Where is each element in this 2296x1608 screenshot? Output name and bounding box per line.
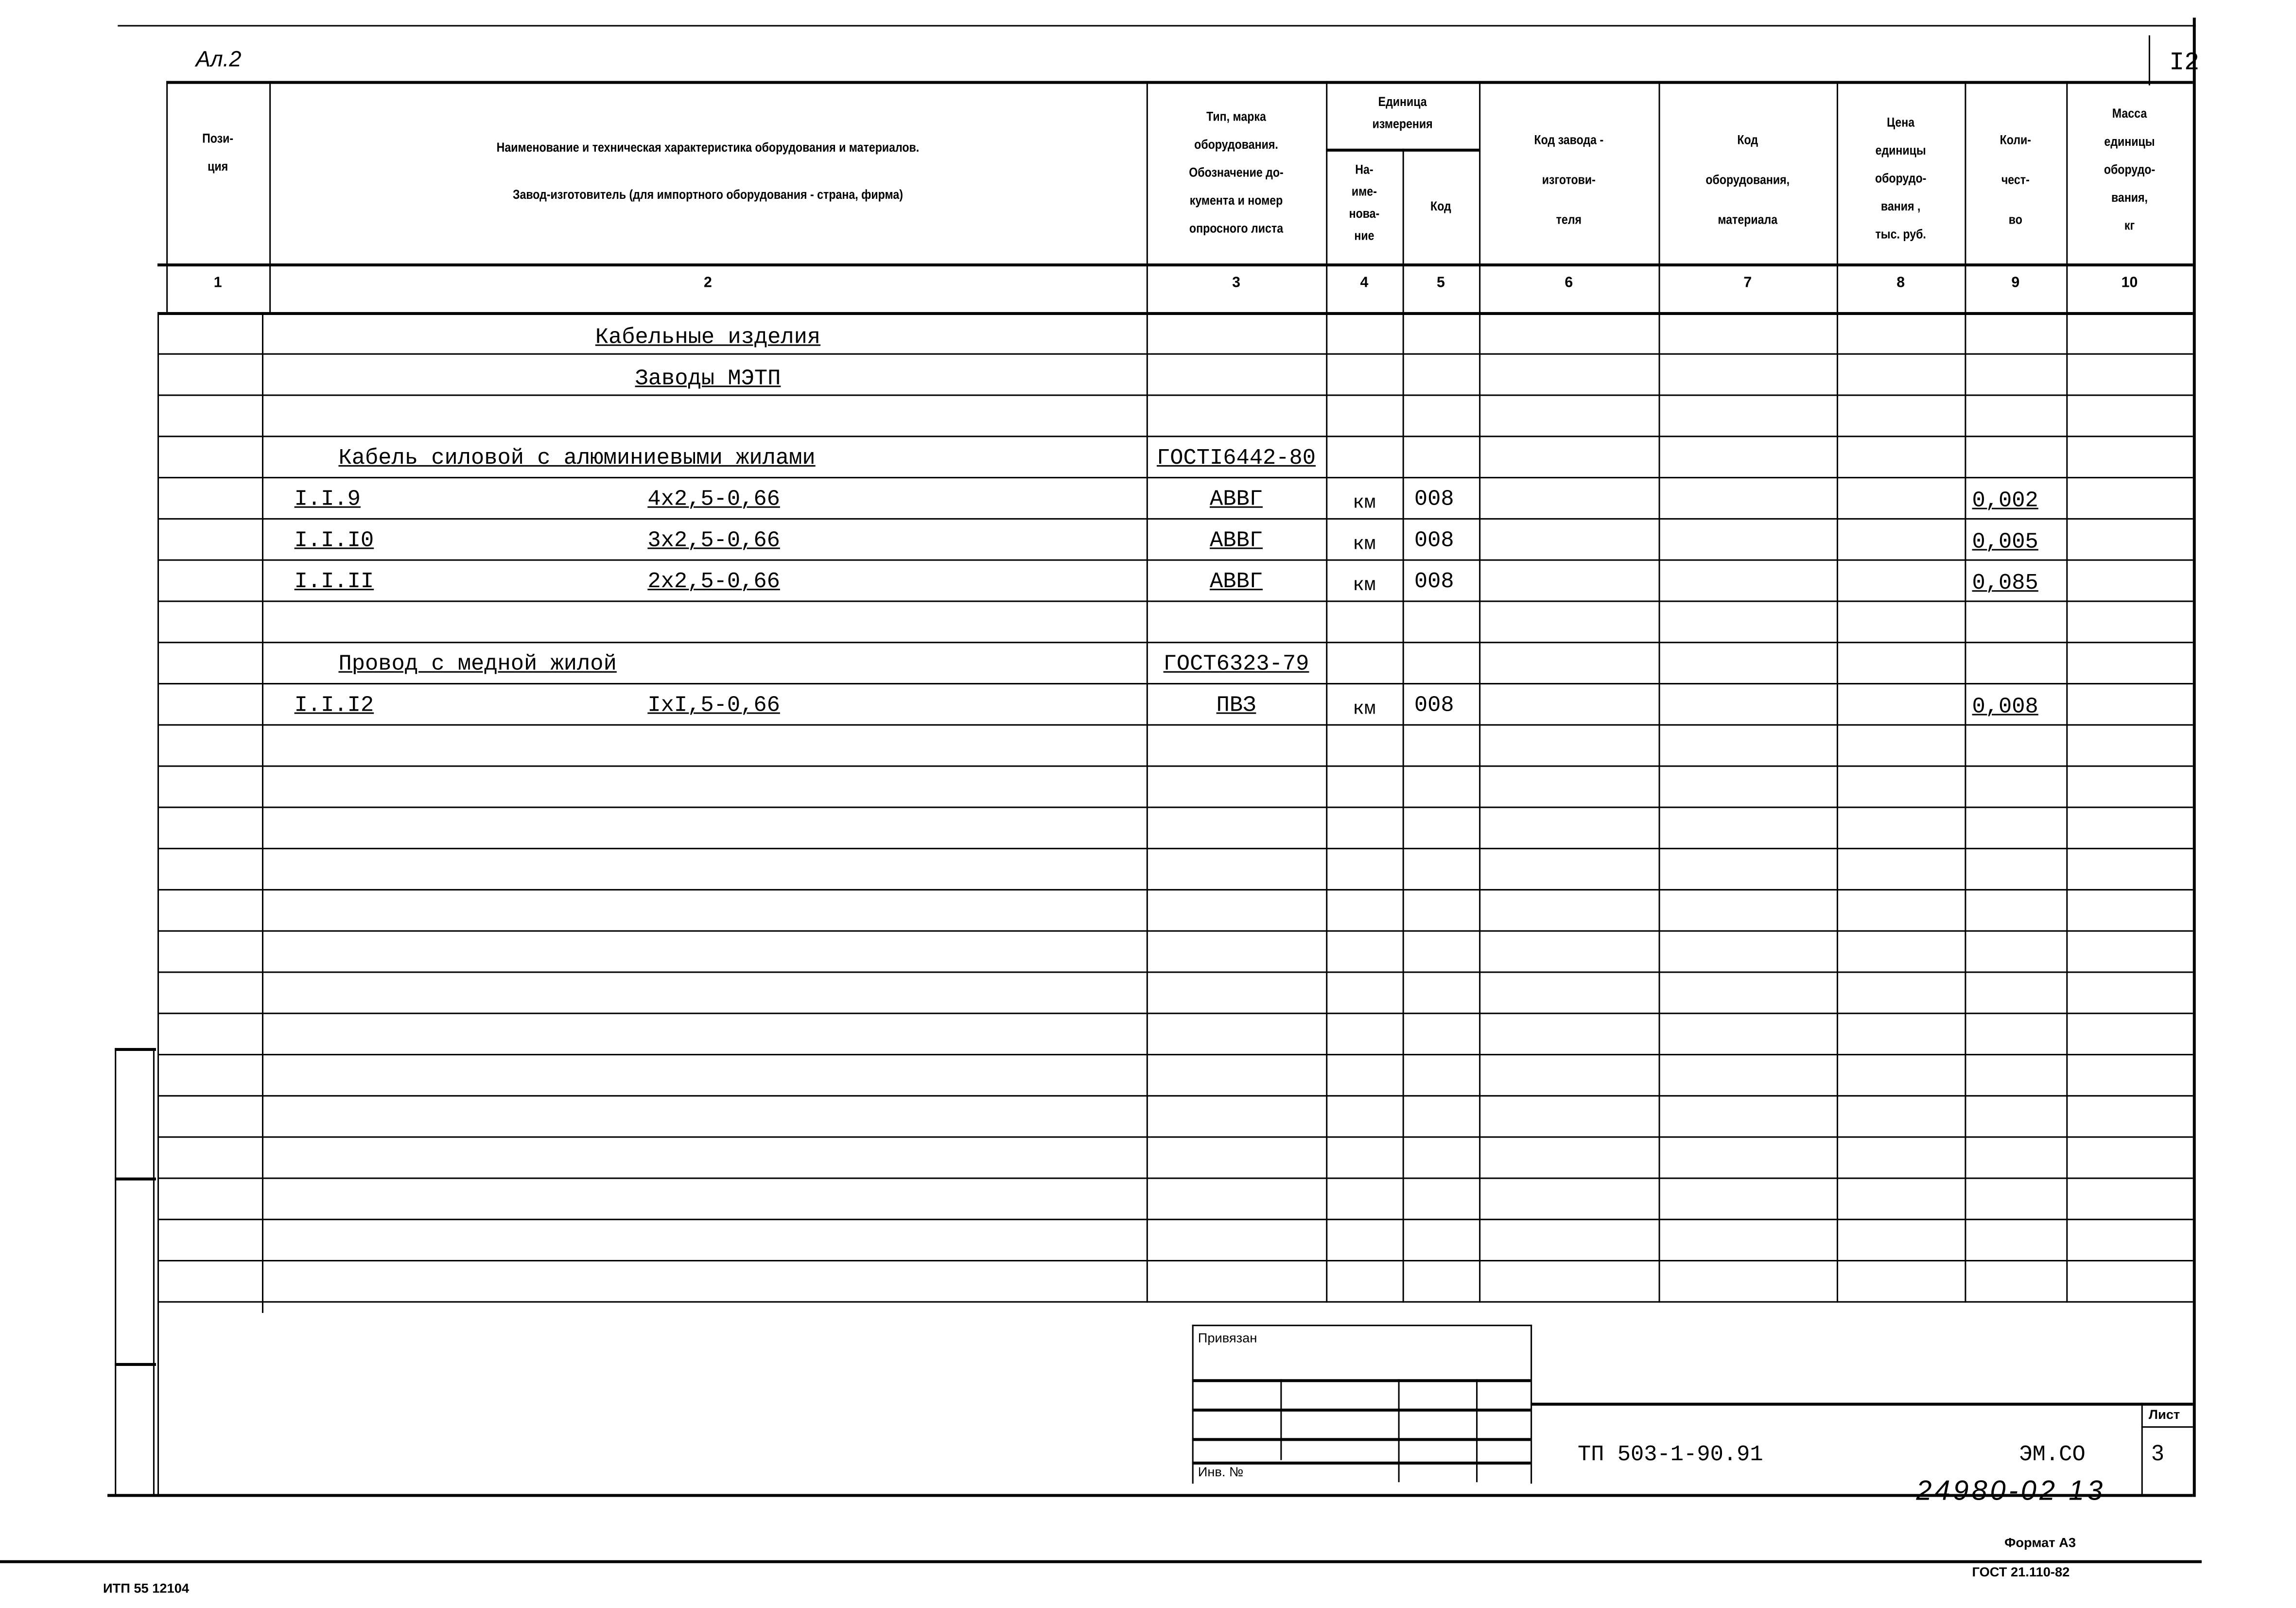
corner-divider	[2149, 35, 2150, 86]
row-line	[157, 1260, 2193, 1261]
row-line	[157, 477, 2193, 478]
format-label: Формат А3	[2004, 1535, 2076, 1550]
column-line	[1479, 81, 1480, 1303]
archive-number: ИТП 55 12104	[103, 1581, 190, 1596]
binding-strip	[115, 1363, 156, 1366]
row-line	[157, 971, 2193, 973]
row-line	[157, 1013, 2193, 1014]
column-number: 10	[2121, 275, 2138, 292]
item-position: I.I.I0	[294, 528, 374, 554]
item-unit: км	[1353, 533, 1376, 555]
inventory-label: Инв. №	[1198, 1464, 1244, 1480]
row-line	[157, 1054, 2193, 1055]
binding-strip	[115, 1048, 116, 1497]
column-number: 7	[1743, 275, 1752, 292]
binding-strip	[153, 1048, 155, 1497]
row-line	[157, 353, 2193, 355]
item-type: АВВГ	[1209, 569, 1263, 595]
item-type: ГОСТ6323-79	[1163, 652, 1309, 677]
stamp-line	[1192, 1379, 1531, 1382]
row-line	[157, 1301, 2193, 1303]
item-unit-code: 008	[1414, 569, 1454, 595]
item-quantity: 0,008	[1972, 695, 2038, 720]
standard-label: ГОСТ 21.110-82	[1972, 1564, 2070, 1580]
item-type: ПВЗ	[1216, 693, 1256, 718]
row-line	[157, 518, 2193, 520]
header-type: Тип, марка оборудования. Обозначение до- кумента и номер опросного листа	[1189, 109, 1284, 236]
left-border	[157, 312, 159, 1497]
bound-label: Привязан	[1198, 1330, 1257, 1346]
binding-strip	[115, 1177, 156, 1180]
row-line	[157, 766, 2193, 767]
stamp-col	[1280, 1379, 1282, 1460]
item-group-name: Кабель силовой с алюминиевыми жилами	[338, 446, 816, 471]
item-spec: 2x2,5-0,66	[647, 569, 780, 595]
item-unit-code: 008	[1414, 693, 1454, 718]
header-unit-name: На- име- нова- ние	[1349, 162, 1380, 243]
sheet-label: Ал.2	[195, 47, 242, 72]
section-heading: Заводы МЭТП	[635, 366, 781, 392]
item-group-name: Провод с медной жилой	[338, 652, 617, 677]
numbers-bottom-line	[157, 312, 2193, 315]
header-position: Пози- ция	[202, 131, 234, 174]
row-line	[157, 642, 2193, 643]
row-line	[157, 848, 2193, 849]
item-quantity: 0,005	[1972, 530, 2038, 555]
sheet-number-label: Лист	[2148, 1407, 2180, 1422]
header-unit-code: Код	[1430, 198, 1451, 214]
row-line	[157, 806, 2193, 808]
column-number: 6	[1565, 275, 1573, 292]
column-line	[1659, 81, 1660, 1303]
sheet-cell-line	[2141, 1403, 2143, 1494]
row-line	[157, 600, 2193, 602]
column-number: 9	[2011, 275, 2020, 292]
row-line	[157, 889, 2193, 891]
column-number: 1	[213, 275, 222, 292]
column-number: 3	[1232, 275, 1240, 292]
bound-stamp-box	[1192, 1325, 1532, 1484]
binding-strip	[115, 1048, 156, 1051]
row-line	[157, 930, 2193, 932]
header-quantity: Коли- чест- во	[2000, 132, 2032, 227]
row-line	[157, 1219, 2193, 1220]
corner-number: I2	[2169, 50, 2200, 78]
row-line	[157, 1136, 2193, 1138]
item-quantity: 0,085	[1972, 571, 2038, 596]
item-spec: IxI,5-0,66	[647, 693, 780, 718]
header-maker-code: Код завода - изготови- теля	[1534, 132, 1604, 227]
sheet-bottom-line	[107, 1494, 2193, 1497]
item-type: АВВГ	[1209, 528, 1263, 554]
item-position: I.I.II	[294, 569, 374, 595]
column-line	[2066, 81, 2068, 1303]
header-name: Наименование и техническая характеристика оборудования и материалов. Завод-изготовитель (для импортного оборудования - страна, фирма)	[496, 140, 920, 202]
item-unit-code: 008	[1414, 528, 1454, 554]
item-unit: км	[1353, 574, 1376, 596]
item-unit: км	[1353, 698, 1376, 720]
column-number: 4	[1360, 275, 1369, 292]
item-spec: 4x2,5-0,66	[647, 487, 780, 512]
column-line	[1965, 81, 1966, 1303]
column-line	[262, 312, 263, 1313]
stamp-line	[1192, 1438, 1531, 1441]
column-number: 2	[704, 275, 712, 292]
item-spec: 3x2,5-0,66	[647, 528, 780, 554]
row-line	[157, 559, 2193, 561]
row-line	[157, 436, 2193, 437]
stamp-col	[1398, 1379, 1400, 1482]
row-line	[157, 395, 2193, 396]
row-line	[157, 1177, 2193, 1179]
header-mass: Масса единицы оборудо- вания, кг	[2104, 106, 2156, 233]
sheet-top-line	[118, 25, 2196, 26]
column-number: 8	[1896, 275, 1905, 292]
sheet-cell-line	[2141, 1426, 2193, 1428]
header-unit-group: Единица измерения	[1372, 94, 1433, 131]
column-number: 5	[1436, 275, 1445, 292]
column-line	[1326, 81, 1327, 1303]
section-heading: Кабельные изделия	[595, 325, 821, 350]
row-line	[157, 1095, 2193, 1097]
item-position: I.I.9	[294, 487, 361, 512]
header-bottom-line	[157, 263, 2193, 266]
document-code: ТП 503-1-90.91	[1578, 1442, 1763, 1468]
item-unit-code: 008	[1414, 487, 1454, 512]
stamp-col	[1476, 1379, 1478, 1482]
row-line	[157, 683, 2193, 684]
right-border	[2193, 17, 2196, 1497]
row-line	[157, 724, 2193, 726]
item-type: ГОСТI6442-80	[1156, 446, 1316, 471]
title-line	[1531, 1403, 2193, 1406]
item-unit: км	[1353, 491, 1376, 514]
stamp-line	[1192, 1409, 1531, 1412]
header-price: Цена единицы оборудо- вания , тыс. руб.	[1875, 115, 1927, 242]
item-quantity: 0,002	[1972, 489, 2038, 514]
header-equipment-code: Код оборудования, материала	[1705, 132, 1790, 227]
item-type: АВВГ	[1209, 487, 1263, 512]
header-top-line	[166, 81, 2193, 84]
column-line	[1837, 81, 1838, 1303]
sheet-number: 3	[2151, 1441, 2164, 1466]
stamp-number: 24980-02 13	[1916, 1476, 2106, 1507]
section-code: ЭМ.СО	[2019, 1442, 2086, 1468]
item-position: I.I.I2	[294, 693, 374, 718]
footer-line	[0, 1560, 2202, 1563]
